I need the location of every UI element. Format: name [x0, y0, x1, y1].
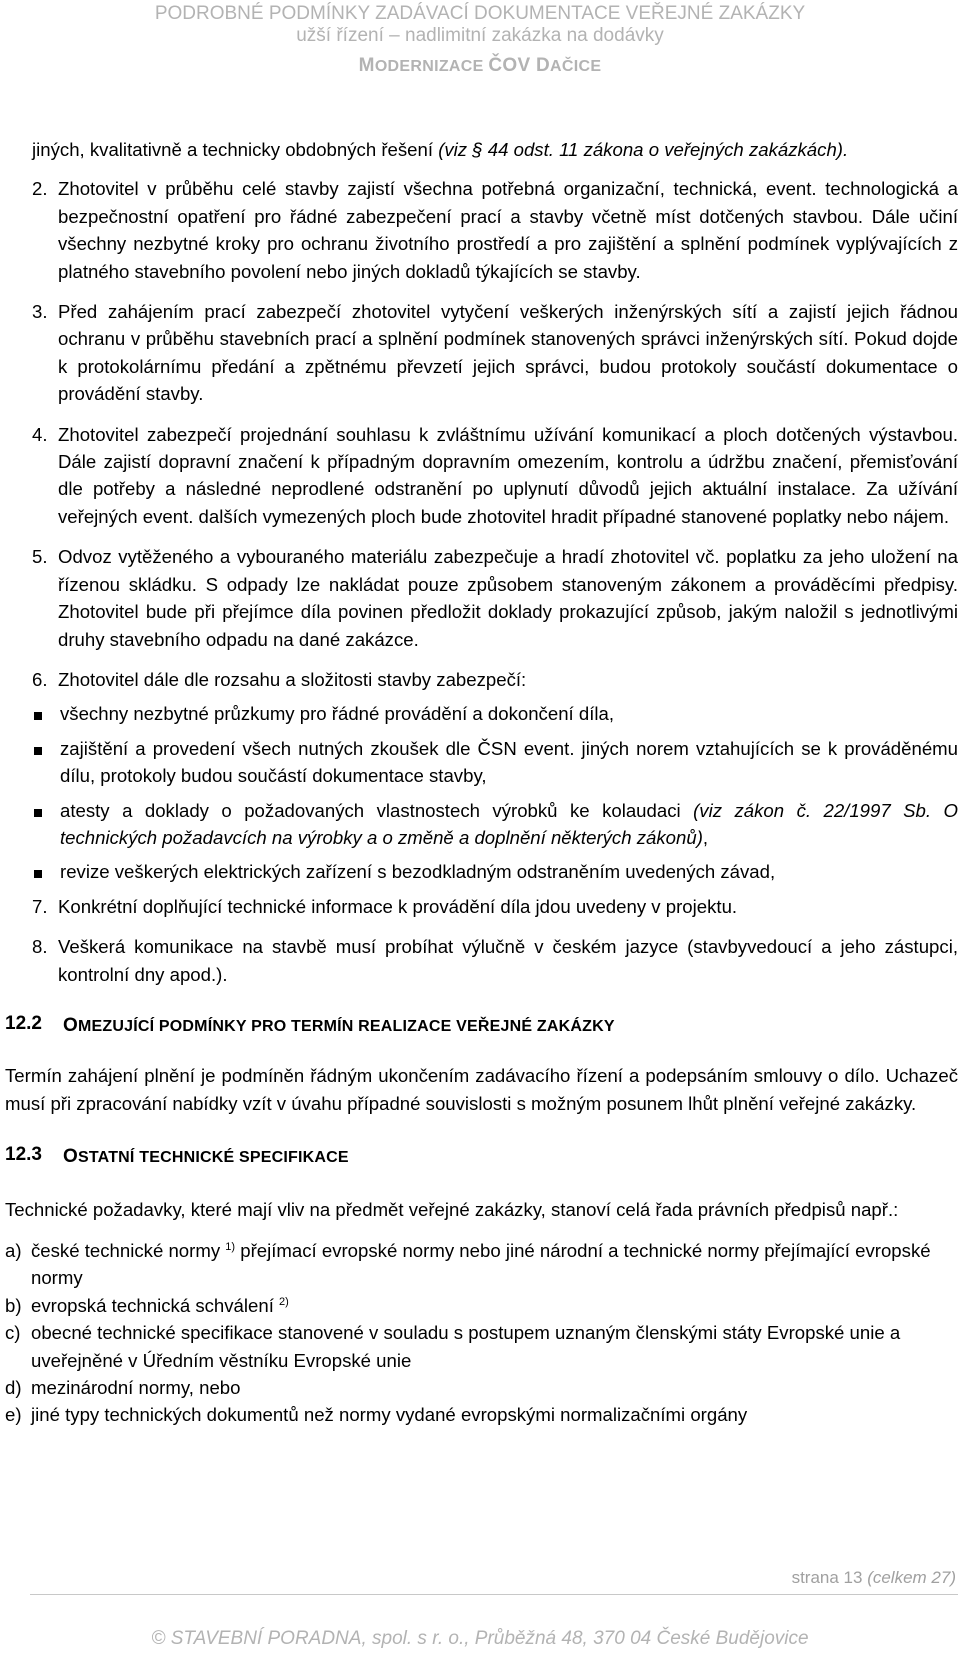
list-item: b) evropská technická schválení $^{2)}$ [5, 1294, 289, 1316]
bullet-icon [34, 870, 42, 878]
list-item: 2. Zhotovitel v průběhu celé stavby zajistí všechna potřebná organizační, technická, event. technologická a bezpečnostní opatření pro řádné zabezpečení prací a stavby včetně míst dotčených stavbou. Dále učiní všechny nezbytné kroky pro ochranu životního prostředí a pro zajištění a splnění podmínek vyplývajících z platného stavebního povolení nebo jiných dokladů týkajících se stavby. [32, 178, 958, 282]
list-item: 6. Zhotovitel dále dle rozsahu a složitosti stavby zabezpečí: [32, 668, 527, 690]
bullet-item: zajištění a provedení všech nutných zkoušek dle ČSN event. jiných norem vztahujících se k prováděnému dílu, protokoly budou součástí dokumentace stavby, [32, 735, 958, 790]
footer-divider [30, 1594, 958, 1595]
list-item: c) obecné technické specifikace stanovené v souladu s postupem uznaným členskými státy Evropské unie a uveřejněné v Úředním věstníku Evropské unie [5, 1322, 901, 1371]
header-project: MODERNIZACE ČOV DAČICE [358, 55, 602, 76]
document-body [5, 136, 958, 1429]
bullet-icon [34, 747, 42, 755]
list-item: 4. Zhotovitel zabezpečí projednání souhlasu k zvláštnímu užívání komunikací a ploch dotčených výstavbou. Dále zajistí dopravní značení k případným dopravním omezením, kontrolu a údržbu značení, přemisťování dle potřeby a následné neprodlené odstranění po uplynutí důvodů jejich aktuální instalace. Za užívání veřejných event. dalších vymezených ploch bude zhotovitel hradit případné stanovené poplatky nebo nájem. [32, 423, 958, 527]
list-item: 7. Konkrétní doplňující technické informace k provádění díla jdou uvedeny v projektu. [32, 895, 738, 917]
bullet-icon [34, 809, 42, 817]
section-paragraph: Termín zahájení plnění je podmíněn řádným ukončením zadávacího řízení a podepsáním smlouvy o dílo. Uchazeč musí při zpracování nabídky vzít v úvahu případné souvislosti s možným posunem lhůt plnění veřejné zakázky. [5, 1065, 958, 1114]
page-number: strana 13 (celkem 27) [791, 1568, 956, 1587]
bullet-item: revize veškerých elektrických zařízení s bezodkladným odstraněním uvedených závad, [32, 858, 958, 885]
continued-paragraph: jiných, kvalitativně a technicky obdobných řešení (viz § 44 odst. 11 zákona o veřejných zakázkách). [32, 139, 849, 160]
footer-copyright: © STAVEBNÍ PORADNA, spol. s r. o., Průběžná 48, 370 04 České Budějovice [151, 1628, 809, 1649]
list-item: 3. Před zahájením prací zabezpečí zhotovitel vytyčení veškerých inženýrských sítí a zajistí jejich řádnou ochranu v průběhu stavebních prací a splnění podmínek stanovených správci inženýrských sítí. Pokud dojde k protokolárnímu předání a zpětnému převzetí jejich správci, budou protokoly součástí dokumentace o provádění stavby. [32, 301, 958, 405]
bullet-item: všechny nezbytné průzkumy pro řádné provádění a dokončení díla, [32, 700, 958, 727]
list-item: a) české technické normy $^{1)}$ přejímací evropské normy nebo jiné národní a technické normy přejímající evropské normy [5, 1240, 931, 1289]
header-subtitle: užší řízení – nadlimitní zakázka na dodávky [296, 25, 664, 46]
header-title: PODROBNÉ PODMÍNKY ZADÁVACÍ DOKUMENTACE VEŘEJNÉ ZAKÁZKY [154, 3, 806, 24]
spec-list [5, 1237, 958, 1429]
list-item: d) mezinárodní normy, nebo [5, 1377, 241, 1399]
section-paragraph: Technické požadavky, které mají vliv na předmět veřejné zakázky, stanoví celá řada právních předpisů např.: [5, 1198, 899, 1220]
bullet-icon [34, 712, 42, 720]
section-heading-12-3: 12.3 OSTATNÍ TECHNICKÉ SPECIFIKACE [5, 1144, 349, 1168]
list-item: 8. Veškerá komunikace na stavbě musí probíhat výlučně v českém jazyce (stavbyvedoucí a jeho zástupci, kontrolní dny apod.). [32, 936, 958, 985]
list-item: 5. Odvoz vytěženého a vybouraného materiálu zabezpečuje a hradí zhotovitel vč. poplatku za jeho uložení na řízenou skládku. S odpady lze nakládat pouze způsobem stanoveným zákonem a prováděcími předpisy. Zhotovitel bude při přejímce díla povinen předložit doklady prokazující způsob, jakým naložil s jednotlivými druhy stavebního odpadu na dané zakázce. [32, 546, 958, 650]
section-heading-12-2: 12.2 OMEZUJÍCÍ PODMÍNKY PRO TERMÍN REALIZACE VEŘEJNÉ ZAKÁZKY [5, 1012, 615, 1036]
list-item: e) jiné typy technických dokumentů než normy vydané evropskými normalizačními orgány [5, 1404, 748, 1426]
bullet-item: atesty a doklady o požadovaných vlastnostech výrobků ke kolaudaci (viz zákon č. 22/1997 Sb. O technických požadavcích na výrobky a o změně a doplnění některých zákonů), [32, 797, 958, 852]
